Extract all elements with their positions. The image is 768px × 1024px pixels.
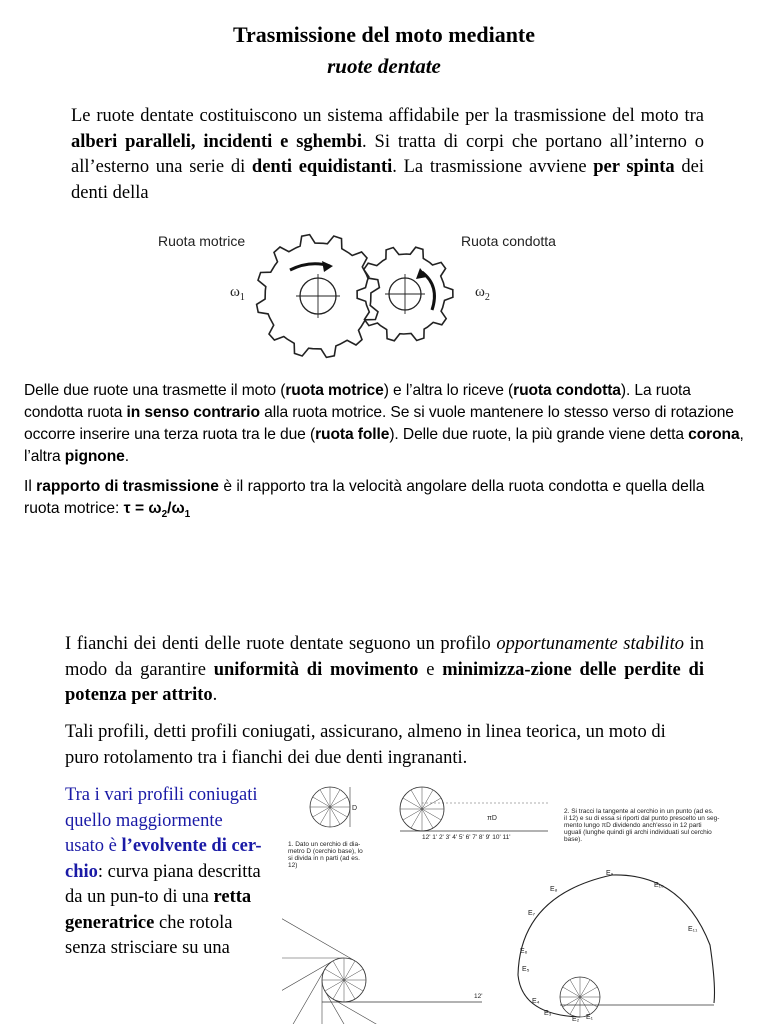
circle-spoke — [330, 807, 347, 817]
step2-scale: 12' 1' 2' 3' 4' 5' 6' 7' 8' 9' 10' 11' — [422, 834, 511, 841]
circle-spoke — [403, 809, 422, 820]
circle-spoke — [325, 980, 344, 991]
gears-description: Delle due ruote una trasmette il moto (ruota motrice) e l’altra lo riceve (ruota condotta). La ruota condotta ruota in senso contrario alla ruota motrice. Se si vuole mantenere lo stesso verso di rotazione occorre inserire una terza ruota tra le due (ruota folle). Delle due ruote, la più grande viene detta corona, l’altra pignone. — [24, 382, 744, 465]
involute-point-label: E₅ — [522, 966, 530, 973]
step1-circle — [310, 787, 357, 827]
tangent-line — [333, 999, 388, 1024]
tangent-line — [325, 991, 364, 1024]
step1-caption: 1. Dato un cerchio di dia- metro D (cerchio base), lo si divida in n parti (ad es. 12) — [288, 841, 363, 869]
involute-point-label: E₂ — [572, 1016, 580, 1023]
involute-curve — [518, 875, 715, 1017]
diameter-label: D — [352, 805, 358, 812]
driving-gear — [257, 235, 380, 358]
circle-spoke — [563, 997, 580, 1007]
circle-spoke — [422, 809, 433, 828]
circle-spoke — [422, 790, 433, 809]
ratio-formula: $\tau = \omega_2/\omega_1$ — [123, 500, 191, 521]
step3-end-label: 12' — [474, 993, 483, 1000]
intro-paragraph: Le ruote dentate costituiscono un sistema affidabile per la trasmissione del moto tra alberi paralleli, incidenti e sghembi. Si tratta di corpi che portano all’interno o all’esterno una serie di denti equidistanti. La trasmissione avviene per spinta dei denti della — [71, 106, 704, 203]
circle-spoke — [422, 798, 441, 809]
tangent-line — [282, 887, 355, 961]
circle-spoke — [344, 980, 355, 999]
step3-tangents — [282, 887, 482, 1024]
circle-spoke — [313, 807, 330, 817]
circle-spoke — [325, 969, 344, 980]
circle-spoke — [580, 980, 590, 997]
involute-point-label: E₄ — [532, 998, 540, 1005]
circle-spoke — [570, 997, 580, 1014]
circle-spoke — [344, 961, 355, 980]
involute-point-label: E₇ — [528, 910, 536, 917]
involute-point-label: E₃ — [544, 1010, 552, 1017]
arrowhead-left — [322, 261, 333, 272]
circle-spoke — [330, 790, 340, 807]
circle-spoke — [333, 980, 344, 999]
conjugate-profiles-paragraph: Tali profili, detti profili coniugati, assicurano, almeno in linea teorica, un moto di puro rotolamento tra i fianchi dei due denti ingrananti. — [65, 722, 666, 768]
circle-spoke — [411, 809, 422, 828]
involute-point-label: E₁₁ — [688, 926, 698, 933]
pi-d-label: πD — [487, 815, 497, 822]
omega1-label: $\omega_1$ — [230, 284, 245, 303]
step2-caption: 2. Si tracci la tangente al cerchio in un punto (ad es. il 12) e su di essa si riporti dal punto prescelto un seg- mento lungo πD dividendo anch'esso in 12 parti uguali (lunghe quindi gli archi individuati sul cerchio base). — [564, 808, 720, 843]
circle-spoke — [422, 809, 441, 820]
omega2-label: $\omega_2$ — [475, 284, 490, 303]
involute-paragraph: Tra i vari profili coniugati quello maggiormente usato è l’evolvente di cer-chio: curva piana descritta da un pun-to di una retta generatrice che rotola senza strisciare su una — [65, 785, 262, 958]
circle-spoke — [580, 987, 597, 997]
transmission-ratio-text: Il rapporto di trasmissione è il rapporto tra la velocità angolare della ruota condotta e quella della ruota motrice: $\tau = \omega_2/\omega_1$ — [24, 478, 705, 521]
involute-construction-figure — [282, 775, 752, 1024]
circle-spoke — [570, 980, 580, 997]
circle-spoke — [563, 987, 580, 997]
circle-spoke — [330, 797, 347, 807]
circle-spoke — [344, 980, 363, 991]
gears-figure — [150, 222, 580, 362]
circle-spoke — [580, 997, 597, 1007]
step2-circle — [400, 787, 548, 841]
profile-paragraph: I fianchi dei denti delle ruote dentate seguono un profilo opportunamente stabilito in modo da garantire uniformità di movimento e minimizza-zione delle perdite di potenza per attrito. — [65, 634, 704, 705]
involute-point-label: E₁₀ — [654, 882, 664, 889]
step4-involute — [518, 870, 715, 1023]
label-ruota-motrice: Ruota motrice — [158, 233, 246, 249]
tangent-line — [282, 969, 325, 1024]
page-subtitle: ruote dentate — [327, 54, 441, 78]
rotation-arrow-right — [422, 272, 434, 310]
circle-spoke — [580, 997, 590, 1014]
circle-spoke — [313, 797, 330, 807]
involute-point-label: E₉ — [606, 870, 614, 877]
circle-spoke — [320, 790, 330, 807]
circle-spoke — [411, 790, 422, 809]
page-title: Trasmissione del moto mediante — [232, 22, 536, 47]
involute-point-label: E₆ — [520, 948, 528, 955]
label-ruota-condotta: Ruota condotta — [461, 233, 556, 249]
circle-spoke — [403, 798, 422, 809]
circle-spoke — [333, 961, 344, 980]
circle-spoke — [320, 807, 330, 824]
circle-spoke — [330, 807, 340, 824]
circle-spoke — [344, 969, 363, 980]
involute-point-label: E₁ — [586, 1014, 594, 1021]
involute-point-label: E₈ — [550, 886, 558, 893]
